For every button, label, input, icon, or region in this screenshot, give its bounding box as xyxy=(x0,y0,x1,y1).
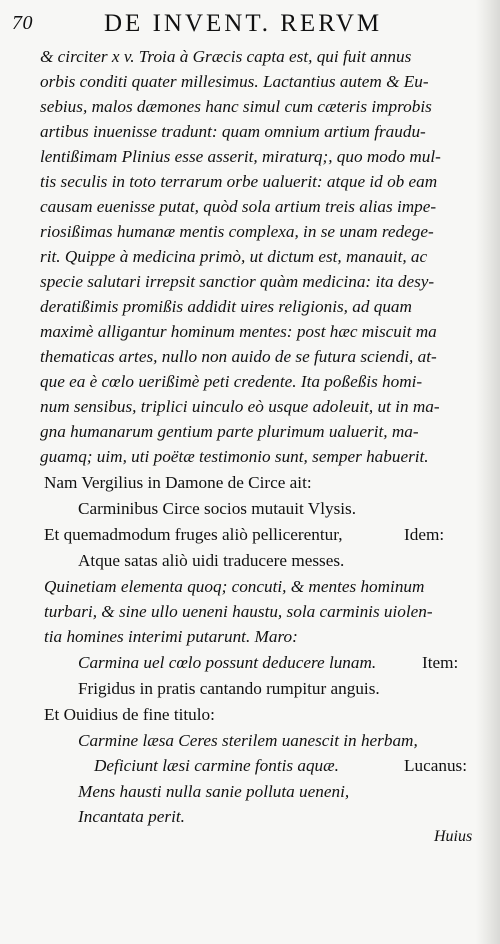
verse-line: Mens hausti nulla sanie polluta ueneni, xyxy=(78,782,350,801)
verse-line: Atque satas aliò uidi traducere messes. xyxy=(78,551,345,570)
page-number: 70 xyxy=(12,12,33,34)
verse-line: Frigidus in pratis cantando rumpitur anguis. xyxy=(78,679,380,698)
running-head: DE INVENT. RERVM xyxy=(104,10,383,37)
text-line: num sensibus, triplici uinculo eò usque adoleuit, ut in ma- xyxy=(40,397,440,416)
text-line: guamq; uim, uti poëtæ testimonio sunt, semper habuerit. xyxy=(40,447,429,466)
text-line: Nam Vergilius in Damone de Circe ait: xyxy=(44,473,312,492)
text-line: riosißimas humanæ mentis complexa, in se unam redege- xyxy=(40,222,434,241)
text-line: tis seculis in toto terrarum orbe ualuerit: atque id ob eam xyxy=(40,172,438,191)
margin-note-idem: Idem: xyxy=(404,525,445,544)
text-line: deratißimis promißis addidit uires religionis, ad quam xyxy=(40,297,412,316)
text-line: thematicas artes, nullo non auido de se futura sciendi, at- xyxy=(40,347,437,366)
text-line: & circiter x v. Troia à Græcis capta est, qui fuit annus xyxy=(40,47,412,66)
text-line: Quinetiam elementa quoq; concuti, & mentes hominum xyxy=(44,577,425,596)
text-line: que ea è cœlo uerißimè peti credente. Ita poßeßis homi- xyxy=(40,372,423,391)
page-header xyxy=(12,6,482,40)
text-line: sebius, malos dæmones hanc simul cum cæteris improbis xyxy=(40,97,432,116)
text-line: rit. Quippe à medicina primò, ut dictum est, manauit, ac xyxy=(40,247,428,266)
page-gutter-shadow xyxy=(476,0,500,944)
text-line: Et quemadmodum fruges aliò pellicerentur, xyxy=(44,525,343,544)
text-line: specie salutari irrepsit sanctior quàm medicina: ita desy- xyxy=(40,272,435,291)
verse-line: Carmina uel cœlo possunt deducere lunam. xyxy=(78,653,377,672)
text-line: artibus inuenisse tradunt: quam omnium artium fraudu- xyxy=(40,122,426,141)
text-line: lentißimam Plinius esse asserit, miraturq;, quo modo mul- xyxy=(40,147,441,166)
text-line: causam euenisse putat, quòd sola artium treis alias impe- xyxy=(40,197,437,216)
text-line: turbari, & sine ullo ueneni haustu, sola carminis uiolen- xyxy=(44,602,433,621)
text-line: orbis conditi quater millesimus. Lactantius autem & Eu- xyxy=(40,72,429,91)
text-line: maximè alligantur hominum mentes: post hæc miscuit ma xyxy=(40,322,437,341)
margin-note-item: Item: xyxy=(422,653,459,672)
text-line: gna humanarum gentium parte plurimum ualuerit, ma- xyxy=(40,422,419,441)
verse-line: Incantata perit. xyxy=(78,807,185,826)
verse-line: Deficiunt læsi carmine fontis aquæ. xyxy=(94,756,339,775)
verse-line: Carmine læsa Ceres sterilem uanescit in herbam, xyxy=(78,731,418,750)
margin-note-lucanus: Lucanus: xyxy=(404,756,468,775)
catchword: Huius xyxy=(434,828,473,845)
text-line: Et Ouidius de fine titulo: xyxy=(44,705,215,724)
verse-line: Carminibus Circe socios mutauit Vlysis. xyxy=(78,499,357,518)
text-line: tia homines interimi putarunt. Maro: xyxy=(44,627,298,646)
